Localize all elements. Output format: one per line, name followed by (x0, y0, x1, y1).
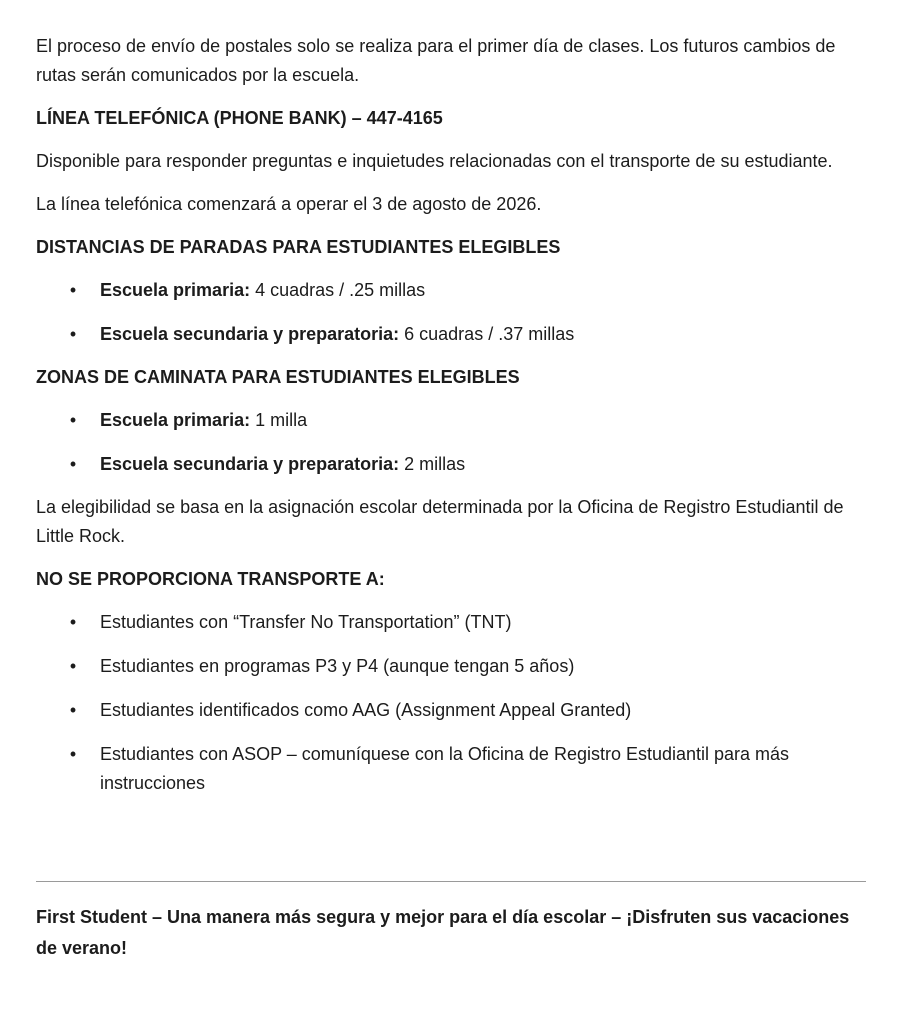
bullet-icon: • (69, 744, 77, 764)
list-item (36, 740, 866, 798)
section-divider (36, 881, 866, 882)
phone-bank-heading: LÍNEA TELEFÓNICA (PHONE BANK) – 447-4165 (36, 108, 443, 128)
list-item (36, 276, 866, 305)
list-item-text: Estudiantes en programas P3 y P4 (aunque tengan 5 años) (100, 656, 575, 676)
eligibility-paragraph: La elegibilidad se basa en la asignación escolar determinada por la Oficina de Registro Estudiantil de Little Rock. (36, 497, 844, 546)
list-item-text: Estudiantes con ASOP – comuníquese con la Oficina de Registro Estudiantil para más instrucciones (100, 744, 790, 793)
bullet-icon: • (69, 612, 77, 632)
list-item (36, 450, 866, 479)
list-item (36, 696, 866, 725)
list-item (36, 406, 866, 435)
list-item-value: 4 cuadras / .25 millas (250, 280, 426, 300)
bullet-icon: • (69, 410, 77, 430)
list-item-text: Estudiantes con “Transfer No Transportation” (TNT) (100, 612, 512, 632)
no-transport-heading: NO SE PROPORCIONA TRANSPORTE A: (36, 569, 385, 589)
list-item (36, 652, 866, 681)
phone-bank-description: Disponible para responder preguntas e inquietudes relacionadas con el transporte de su estudiante. (36, 151, 833, 171)
phone-bank-start-date: La línea telefónica comenzará a operar el 3 de agosto de 2026. (36, 194, 542, 214)
list-item (36, 608, 866, 637)
list-item-term: Escuela primaria: (100, 410, 251, 430)
stop-distances-heading: DISTANCIAS DE PARADAS PARA ESTUDIANTES ELEGIBLES (36, 237, 561, 257)
list-item-value: 6 cuadras / .37 millas (399, 324, 575, 344)
no-transport-list (36, 608, 866, 798)
bullet-icon: • (69, 324, 77, 344)
stop-distances-list (36, 276, 866, 349)
document-body (36, 32, 866, 812)
list-item-value: 2 millas (399, 454, 466, 474)
list-item-value: 1 milla (250, 410, 308, 430)
bullet-icon: • (69, 700, 77, 720)
bullet-icon: • (69, 454, 77, 474)
intro-paragraph: El proceso de envío de postales solo se realiza para el primer día de clases. Los futuros cambios de rutas serán comunicados por la escuela. (36, 36, 836, 85)
walk-zones-heading: ZONAS DE CAMINATA PARA ESTUDIANTES ELEGIBLES (36, 367, 520, 387)
footer-tagline: First Student – Una manera más segura y mejor para el día escolar – ¡Disfruten sus vacaciones de verano! (36, 907, 850, 958)
list-item-term: Escuela secundaria y preparatoria: (100, 324, 400, 344)
bullet-icon: • (69, 280, 77, 300)
list-item-term: Escuela secundaria y preparatoria: (100, 454, 400, 474)
list-item-term: Escuela primaria: (100, 280, 251, 300)
bullet-icon: • (69, 656, 77, 676)
list-item (36, 320, 866, 349)
walk-zones-list (36, 406, 866, 479)
list-item-text: Estudiantes identificados como AAG (Assignment Appeal Granted) (100, 700, 632, 720)
